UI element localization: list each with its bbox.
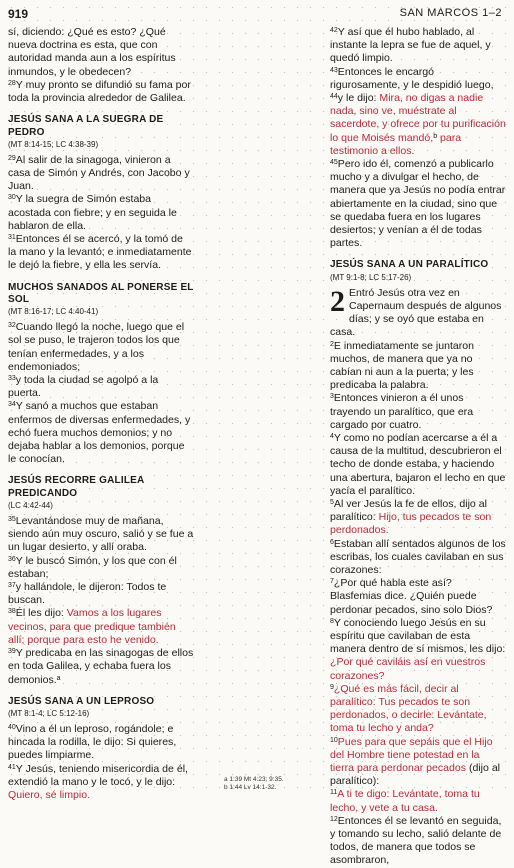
verse-text: Cuando llegó la noche, luego que el sol se puso, le trajeron todos los que tenían enfermedades, y a los endemoniados; xyxy=(8,321,185,373)
verse-text: Y muy pronto se difundió su fama por toda la provincia alrededor de Galilea. xyxy=(8,78,191,105)
verse-number: 30 xyxy=(8,194,16,202)
section-heading: JESÚS SANA A LA SUEGRA DE PEDRO xyxy=(8,114,164,138)
verse-text: Y como no podían acercarse a él a causa de la multitud, descubrieron el techo de donde estaba, y haciendo una abertura, bajaron el lecho en que yacía el paralítico. xyxy=(330,431,506,497)
verse xyxy=(8,374,194,400)
words-of-jesus: ¿Qué es más fácil, decir al paralítico: Tus pecados te son perdonados, o decirle: Levántate, toma tu lecho y anda? xyxy=(330,682,487,735)
verse-text: Y así que él hubo hablado, al instante la lepra se fue de aquel, y quedó limpio. xyxy=(330,26,491,65)
verse-text: y toda la ciudad se agolpó a la puerta. xyxy=(8,374,159,400)
verse xyxy=(8,647,194,687)
verse xyxy=(8,79,194,105)
cross-reference: (MT 8:1-4; LC 5:12-16) xyxy=(8,709,90,718)
verse-number: 10 xyxy=(330,736,338,744)
verse xyxy=(330,736,506,789)
verse xyxy=(330,340,506,393)
verse xyxy=(330,683,506,736)
verse-number: 37 xyxy=(8,582,16,590)
verse xyxy=(330,158,506,250)
verse-number: 41 xyxy=(8,763,16,771)
words-of-jesus: Vamos a los lugares vecinos, para que predique también allí; porque para esto he venido. xyxy=(8,607,176,646)
cross-reference: (MT 8:16-17; LC 4:40-41) xyxy=(8,307,99,317)
words-of-jesus: A ti te digo: Levántate, toma tu lecho, y vete a tu casa. xyxy=(330,788,480,814)
verse-number: 12 xyxy=(330,815,338,823)
verse xyxy=(330,788,506,814)
words-of-jesus: Pues para que sepáis que el Hijo del Hombre tiene potestad en la tierra para perdonar pecados xyxy=(330,735,493,775)
words-of-jesus: Hijo, tus pecados te son perdonados. xyxy=(330,511,492,537)
section-heading: JESÚS RECORRE GALILEA PREDICANDO xyxy=(8,475,145,499)
verse xyxy=(330,617,506,683)
verse-text: Entró Jesús otra vez en Capernaum después de algunos días; y se oyó que estaba en casa. xyxy=(330,286,502,339)
words-of-jesus: ¿Por qué caviláis así en vuestros corazones? xyxy=(330,656,486,682)
verse xyxy=(8,555,194,581)
verse-number: 9 xyxy=(330,683,334,691)
verse-text: Y conociendo luego Jesús en su espíritu que cavilaban de esta manera dentro de sí mismos, les dijo: xyxy=(330,616,506,656)
verse-text: Vino a él un leproso, rogándole; e hincada la rodilla, le dijo: Si quieres, puedes limpiarme. xyxy=(8,723,177,762)
verse-number: 2 xyxy=(330,340,334,348)
verse-text: Entonces él se acercó, y la tomó de la mano y la levantó; e inmediatamente le dejó la fiebre, y ella les servía. xyxy=(8,233,192,272)
verse-number: 33 xyxy=(8,375,16,383)
verse-number: 3 xyxy=(330,393,334,401)
verse-number: a xyxy=(56,674,61,682)
verse xyxy=(8,233,194,273)
verse-number: 6 xyxy=(330,538,334,546)
verse xyxy=(8,400,194,466)
verse xyxy=(8,723,194,763)
verse-number: 36 xyxy=(8,555,16,563)
verse-text: Al ver Jesús la fe de ellos, dijo al paralítico: xyxy=(330,498,487,524)
footnotes xyxy=(224,776,284,792)
verse-text: Y le buscó Simón, y los que con él estaban; xyxy=(8,554,177,580)
verse-text: Pero ido él, comenzó a publicarlo mucho y a divulgar el hecho, de manera que ya Jesús no podía entrar abiertamente en la ciudad, sino que se quedaba fuera en los lugares desiertos; y venían a él de todas partes. xyxy=(330,158,506,250)
verse-number: 44 xyxy=(330,93,338,101)
verse-text: Entonces le encargó rigurosamente, y le despidió luego, xyxy=(330,65,494,91)
verse-number: 29 xyxy=(8,154,16,162)
verse xyxy=(330,538,506,578)
verse xyxy=(8,154,194,194)
section-heading: JESÚS SANA A UN PARALÍTICO xyxy=(330,259,489,271)
cross-reference: (LC 4:42-44) xyxy=(8,501,53,511)
verse xyxy=(8,193,194,233)
verse-number: 40 xyxy=(8,724,16,731)
verse xyxy=(8,763,194,803)
cross-reference: (MT 9:1-8; LC 5:17-26) xyxy=(330,272,412,282)
verse-text: Levantándose muy de mañana, siendo aún muy oscuro, salió y se fue a un lugar desierto, y allí oraba. xyxy=(8,515,194,554)
verse xyxy=(330,66,506,92)
words-of-jesus: Quiero, sé limpio. xyxy=(8,789,91,802)
verse-text: Al salir de la sinagoga, vinieron a casa de Simón y Andrés, con Jacobo y Juan. xyxy=(8,153,190,193)
running-head: SAN MARCOS 1–2 xyxy=(399,7,502,19)
verse-text: Él les dijo: xyxy=(15,607,67,620)
verse xyxy=(330,815,506,868)
verse-number: 7 xyxy=(330,578,334,586)
verse-number: 35 xyxy=(8,516,16,524)
verse xyxy=(330,432,506,498)
verse-number: 34 xyxy=(8,401,16,409)
verse xyxy=(330,26,506,66)
verse-number: 28 xyxy=(8,79,16,87)
verse-number: 42 xyxy=(330,27,338,34)
footnote: a 1:39 Mt 4:23; 9:35. xyxy=(224,776,284,783)
left-column xyxy=(8,26,194,802)
verse xyxy=(8,321,194,374)
verse xyxy=(8,26,194,79)
verse-number: 45 xyxy=(330,159,338,167)
verse-number: 38 xyxy=(8,608,16,616)
verse xyxy=(330,284,506,340)
verse-text: y hallándole, le dijeron: Todos te buscan. xyxy=(8,581,167,607)
section-heading: MUCHOS SANADOS AL PONERSE EL SOL xyxy=(8,281,194,305)
verse-text: Y predicaba en las sinagogas de ellos en toda Galilea, y echaba fuera los demonios. xyxy=(8,647,194,686)
section-heading: JESÚS SANA A UN LEPROSO xyxy=(8,695,155,707)
verse xyxy=(330,392,506,432)
verse-number: 43 xyxy=(330,66,338,74)
page-number: 919 xyxy=(8,7,29,21)
verse-number: 39 xyxy=(8,648,16,656)
verse-text: Estaban allí sentados algunos de los escribas, los cuales cavilaban en sus corazones: xyxy=(330,537,506,577)
footnote: b 1:44 Lv 14:1-32. xyxy=(224,784,277,791)
verse xyxy=(330,498,506,538)
verse-text: (dijo al paralítico): xyxy=(330,762,501,788)
verse-text: E inmediatamente se juntaron muchos, de manera que ya no cabían ni aun a la puerta; y les predicaba la palabra. xyxy=(330,339,475,392)
verse-number: b xyxy=(433,132,438,140)
verse xyxy=(330,577,506,617)
right-column xyxy=(330,26,506,868)
verse-text: Y Jesús, teniendo misericordia de él, extendió la mano y le tocó, y le dijo: xyxy=(8,762,188,788)
verse-text: Y sanó a muchos que estaban enfermos de diversas enfermedades, y echó fuera muchos demonios; y no dejaba hablar a los demonios, porque le conocían. xyxy=(8,400,191,466)
words-of-jesus: para testimonio a ellos. xyxy=(330,131,462,157)
verse-number: 4 xyxy=(330,432,334,440)
verse-text: y le dijo: xyxy=(337,92,380,105)
verse-number: 11 xyxy=(330,789,338,797)
verse xyxy=(8,515,194,555)
chapter-number: 2 xyxy=(330,284,345,318)
verse-text: Entonces él se levantó en seguida, y tomando su lecho, salió delante de todos, de manera que todos se asombraron, xyxy=(330,814,502,867)
verse-number: 31 xyxy=(8,234,16,242)
verse-number: 8 xyxy=(330,617,334,625)
verse-text: Entonces vinieron a él unos trayendo un paralítico, que era cargado por cuatro. xyxy=(330,392,474,431)
verse-text: sí, diciendo: ¿Qué es esto? ¿Qué nueva doctrina es esta, que con autoridad manda aun a los espíritus inmundos, y le obedecen? xyxy=(8,26,176,78)
verse xyxy=(8,607,194,647)
verse-number: 5 xyxy=(330,499,334,506)
verse-number: 32 xyxy=(8,322,16,330)
verse xyxy=(8,581,194,607)
words-of-jesus: Mira, no digas a nadie nada, sino ve, muéstrate al sacerdote, y ofrece por tu purificación lo que Moisés mandó, xyxy=(330,92,506,144)
verse-text: ¿Por qué habla este así? Blasfemias dice. ¿Quién puede perdonar pecados, sino solo Dios? xyxy=(330,577,493,616)
verse xyxy=(330,92,506,158)
verse-text: Y la suegra de Simón estaba acostada con fiebre; y en seguida le hablaron de ella. xyxy=(8,193,177,232)
cross-reference: (MT 8:14-15; LC 4:38-39) xyxy=(8,139,99,149)
